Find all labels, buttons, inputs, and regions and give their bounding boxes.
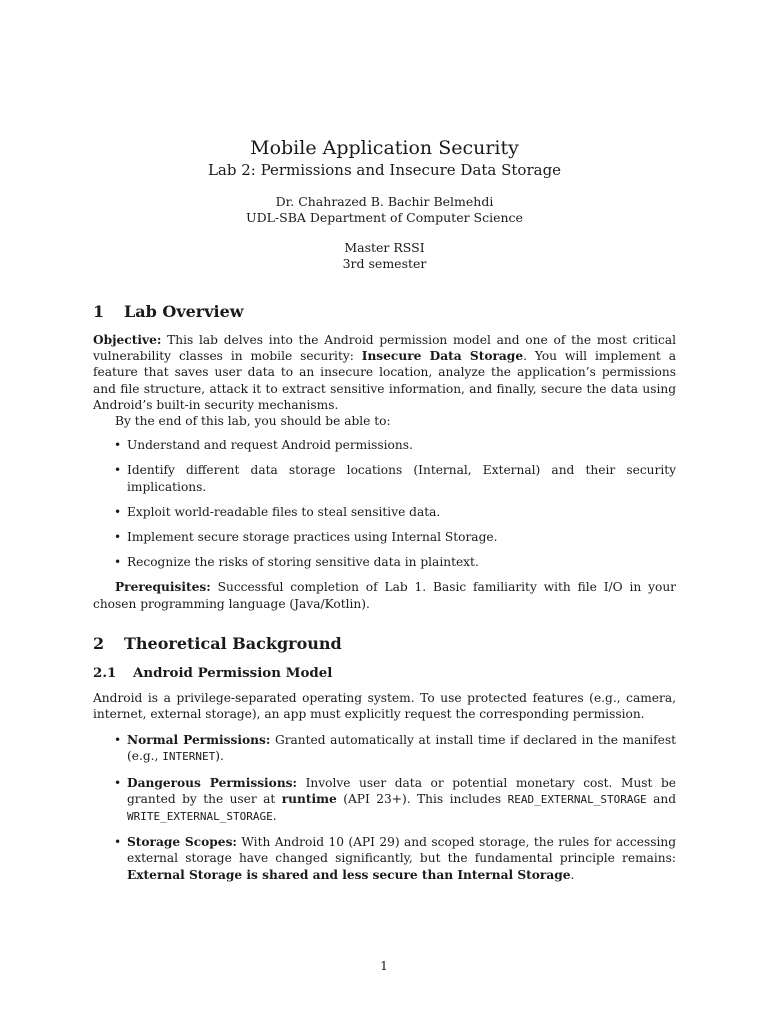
list-item: • Exploit world-readable files to steal sensitive data. — [127, 504, 676, 520]
objective-label: Objective: — [93, 333, 162, 347]
objective-keyword: Insecure Data Storage — [361, 349, 524, 364]
runtime-keyword: runtime — [281, 791, 337, 806]
list-item: • Identify different data storage locations (Internal, External) and their security implications. — [127, 462, 676, 494]
document-title: Mobile Application Security — [250, 137, 519, 159]
section-number: 1 — [93, 302, 105, 321]
storage-scopes-label: Storage Scopes: — [127, 835, 237, 850]
prerequisites-text: Successful completion of Lab 1. Basic familiarity with file I/O in your chosen programming language (Java/Kotlin). — [93, 580, 676, 611]
normal-permissions-label: Normal Permissions: — [127, 733, 271, 748]
dangerous-permissions-end: . — [272, 809, 277, 824]
prerequisites-paragraph — [93, 579, 676, 611]
dangerous-permissions-label: Dangerous Permissions: — [127, 775, 298, 790]
subsection-number: 2.1 — [93, 664, 117, 681]
subsection-title: Android Permission Model — [133, 664, 333, 681]
outcomes-intro: By the end of this lab, you should be able to: — [115, 414, 391, 429]
list-item: • Implement secure storage practices using Internal Storage. — [127, 529, 676, 545]
list-item — [127, 775, 676, 826]
storage-scopes-end: . — [570, 867, 575, 882]
section-number: 2 — [93, 633, 105, 653]
normal-permissions-end: ). — [215, 749, 224, 764]
page-number: 1 — [380, 958, 388, 973]
author-name: Dr. Chahrazed B. Bachir Belmehdi — [275, 194, 494, 209]
section-heading-theoretical-background — [93, 634, 676, 654]
section-heading-lab-overview — [93, 302, 676, 322]
dangerous-permissions-text: Involve user data or potential monetary cost. Must be granted by the user at — [127, 775, 677, 806]
normal-permissions-text: Granted automatically at install time if declared in the manifest (e.g., — [127, 733, 676, 764]
document-subtitle: Lab 2: Permissions and Insecure Data Storage — [207, 161, 562, 179]
dangerous-permissions-text-cont: (API 23+). This includes — [343, 791, 502, 806]
section-title: Theoretical Background — [124, 633, 342, 653]
list-item: • Understand and request Android permissions. — [127, 437, 676, 453]
list-item — [127, 732, 676, 765]
subsection-heading-permission-model — [93, 664, 676, 682]
section-title: Lab Overview — [124, 302, 244, 321]
objective-text: This lab delves into the Android permission model and one of the most critical vulnerability classes in mobile security: — [93, 333, 676, 364]
list-item: • Recognize the risks of storing sensitive data in plaintext. — [127, 554, 676, 570]
code-internet: INTERNET — [162, 750, 216, 764]
conjunction-text: and — [653, 791, 677, 806]
department-name: UDL-SBA Department of Computer Science — [246, 210, 523, 225]
code-write-external-storage: WRITE_EXTERNAL_STORAGE — [127, 810, 273, 824]
semester-label: 3rd semester — [342, 256, 427, 271]
prerequisites-label: Prerequisites: — [115, 580, 211, 595]
outcomes-list — [93, 437, 676, 570]
objective-paragraph — [93, 332, 676, 413]
objective-text-cont: . You will implement a feature that saves user data to an insecure location, analyze the application’s permissions and file structure, attack it to extract sensitive information, and finally, secure the data using Android’s built-in security mechanisms. — [93, 349, 676, 412]
storage-principle: External Storage is shared and less secure than Internal Storage — [127, 867, 571, 882]
code-read-external-storage: READ_EXTERNAL_STORAGE — [507, 792, 647, 806]
list-item — [127, 834, 676, 883]
title-block — [93, 0, 676, 272]
permission-intro-paragraph: Android is a privilege-separated operating system. To use protected features (e.g., camera, internet, external storage), an app must explicitly request the corresponding permission. — [93, 690, 676, 722]
program-name: Master RSSI — [344, 240, 425, 255]
permission-types-list — [93, 732, 676, 883]
storage-scopes-text: With Android 10 (API 29) and scoped storage, the rules for accessing external storage have changed significantly, but the fundamental principle remains: — [127, 835, 677, 866]
